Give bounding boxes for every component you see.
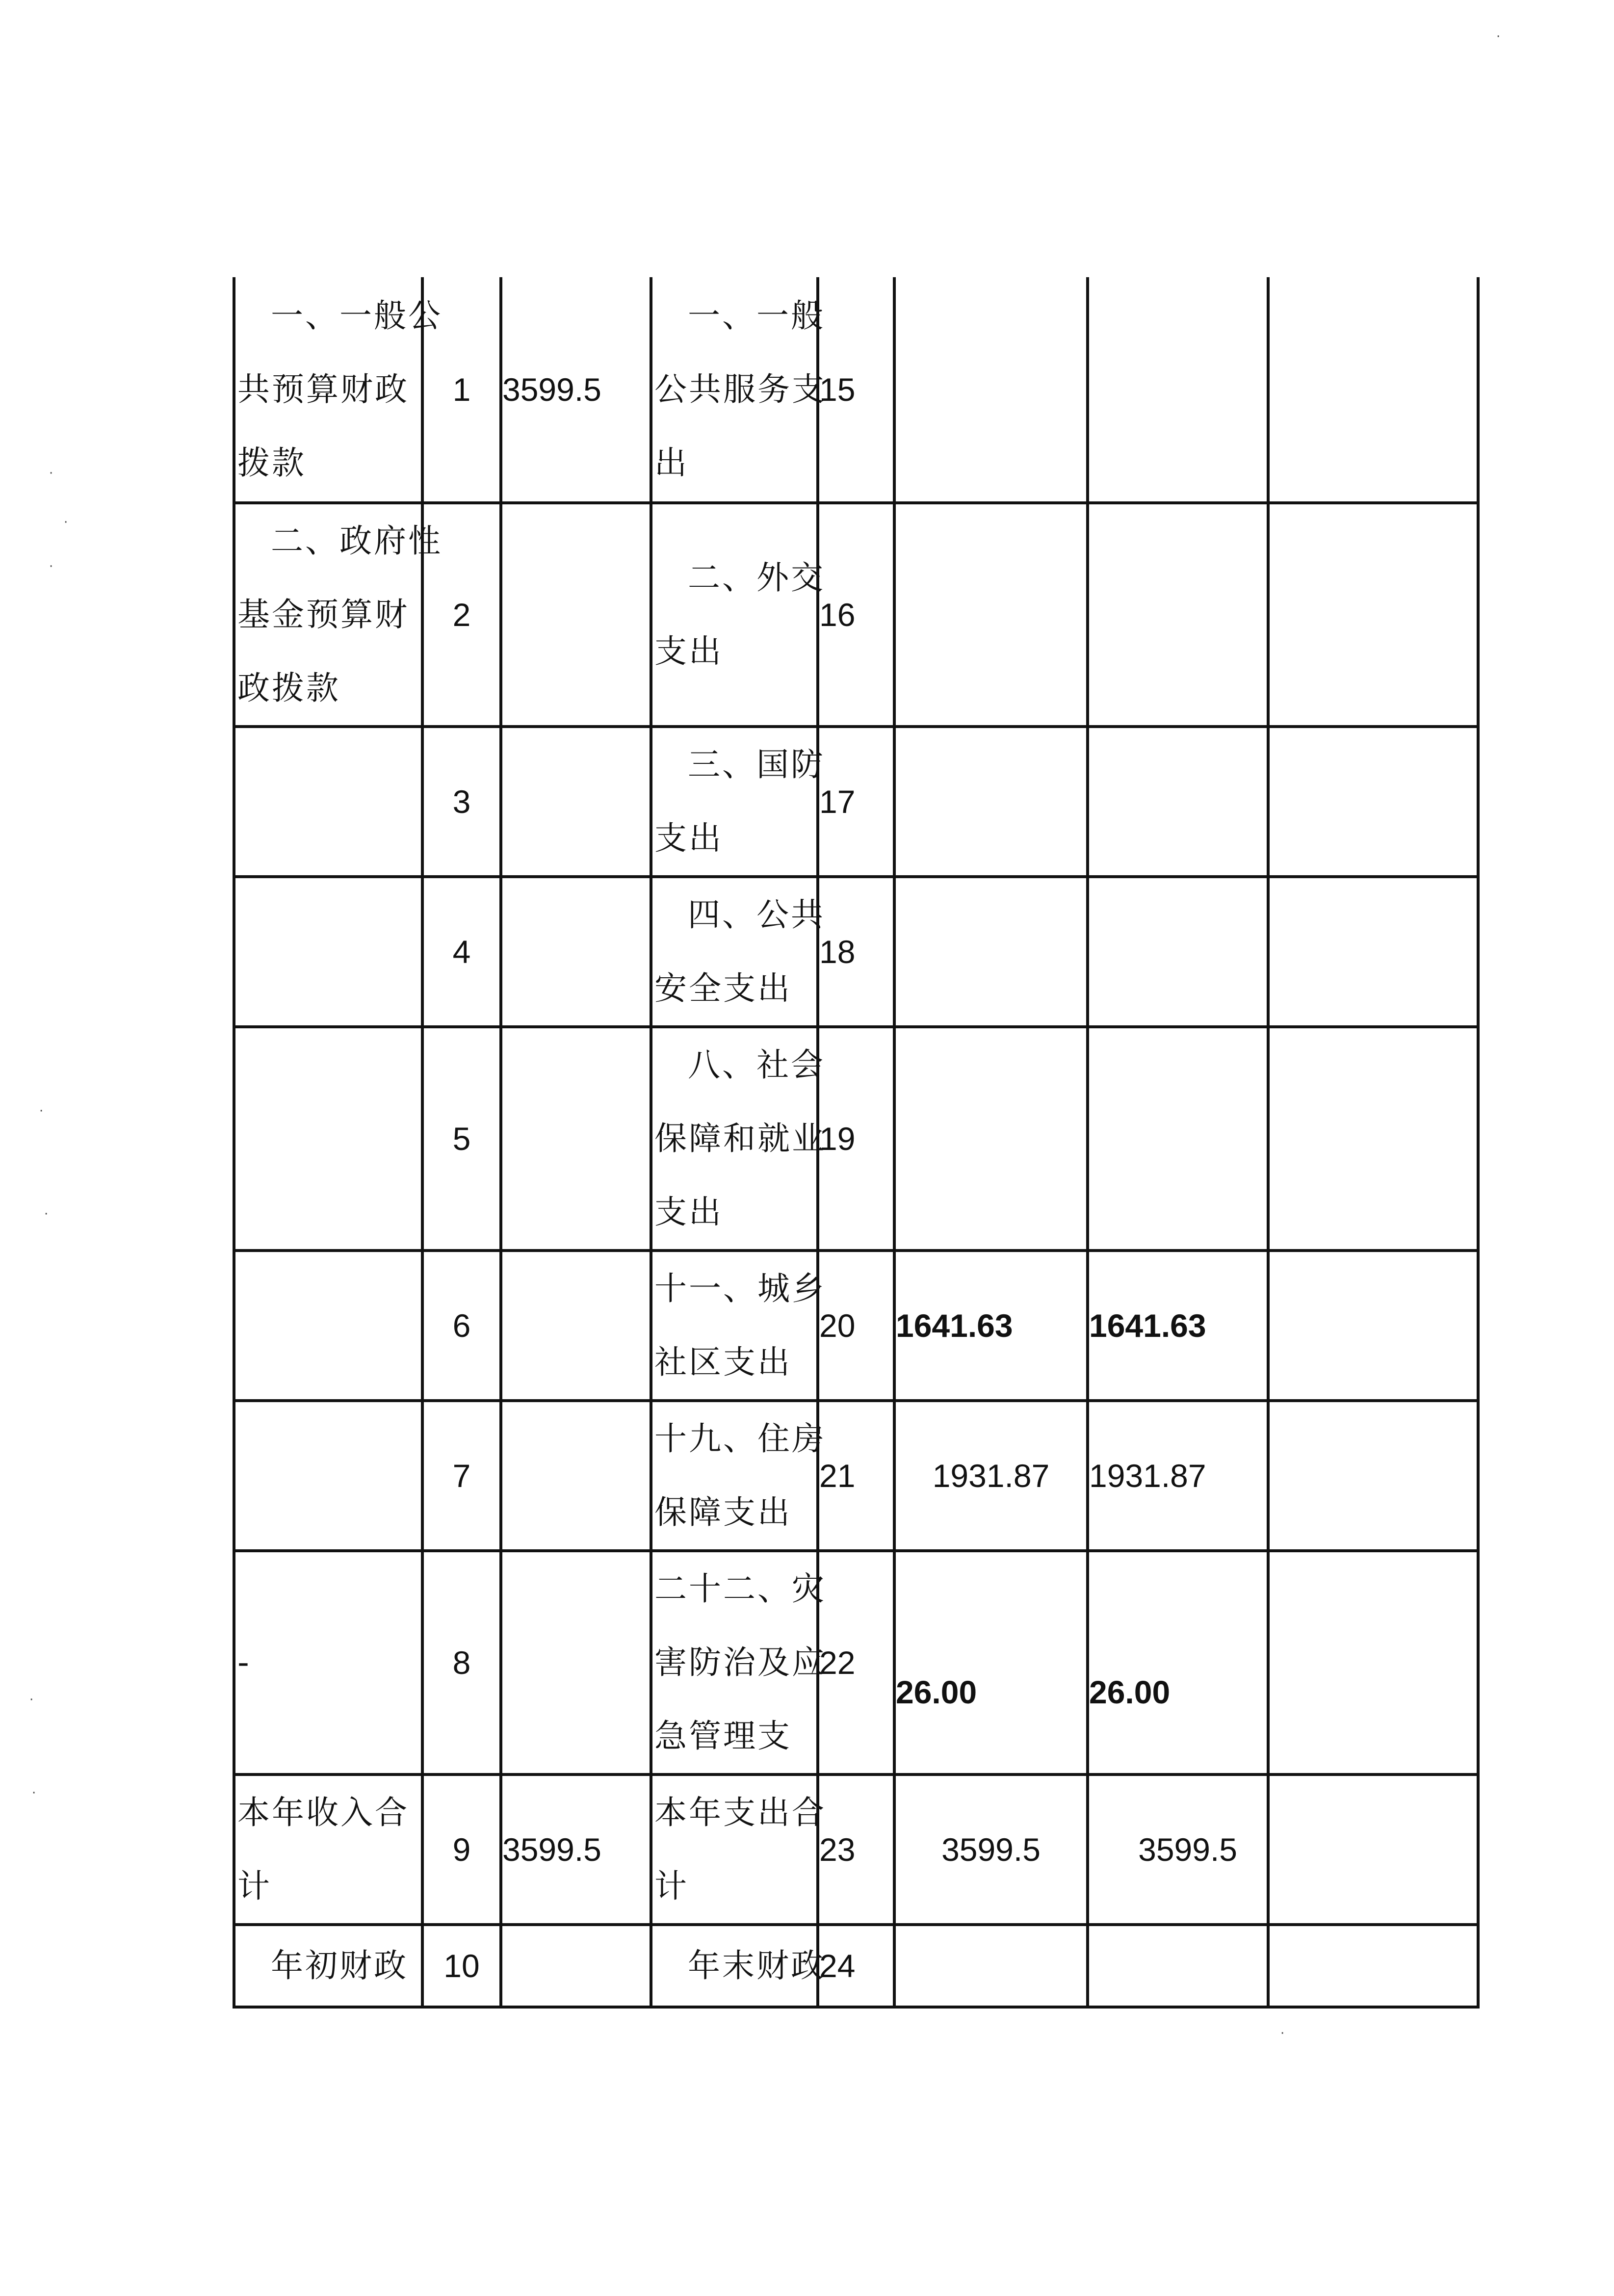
table-row	[234, 1027, 1478, 1251]
income-line-number: 1	[422, 277, 501, 503]
label-line: 拨款	[237, 444, 306, 482]
expense-item-cell	[651, 277, 826, 503]
label-line: 计	[654, 1867, 689, 1905]
expense-line-number: 15	[818, 277, 894, 503]
income-amount	[501, 1251, 651, 1401]
income-item-cell	[234, 877, 422, 1027]
label-line: 支出	[654, 632, 723, 670]
income-item-cell	[234, 1774, 422, 1925]
income-item-cell	[234, 1027, 422, 1251]
income-item-cell	[234, 727, 422, 877]
budget-amount	[894, 503, 1088, 727]
expense-item-cell	[651, 503, 825, 727]
expense-item-cell	[651, 1027, 826, 1251]
table-row	[234, 1251, 1478, 1401]
table-row	[234, 1925, 1478, 2007]
income-line-number: 2	[422, 503, 501, 727]
income-item-cell	[234, 503, 443, 727]
table-row	[234, 1551, 1478, 1774]
scan-speck: ·	[64, 515, 68, 530]
budget-amount: 3599.5	[894, 1774, 1088, 1925]
label-line: 十一、城乡	[654, 1270, 826, 1307]
label-line: 二十二、灾	[654, 1570, 826, 1608]
income-expense-table	[233, 277, 1480, 2009]
income-item-cell	[234, 1925, 422, 2007]
expense-item-cell	[651, 727, 825, 877]
budget-amount: 1641.63	[894, 1251, 1088, 1401]
expense-line-number: 22	[818, 1551, 894, 1774]
subtotal-amount	[1088, 277, 1268, 503]
label-line: 急管理支	[654, 1717, 792, 1755]
scan-speck: ·	[49, 466, 53, 481]
subtotal-amount: 3599.5	[1088, 1774, 1268, 1925]
table-row	[234, 727, 1478, 877]
expense-line-number: 19	[818, 1027, 894, 1251]
other-amount	[1268, 1551, 1478, 1774]
label-line: 支出	[654, 1193, 723, 1231]
label-line: 三、国防	[688, 746, 825, 783]
other-amount	[1268, 1401, 1478, 1551]
expense-line-number: 23	[818, 1774, 894, 1925]
other-amount	[1268, 503, 1478, 727]
other-amount	[1268, 277, 1478, 503]
label-line: 四、公共	[688, 896, 825, 934]
label-line: 安全支出	[654, 969, 792, 1007]
expense-line-number: 18	[818, 877, 894, 1027]
label-line: 二、外交	[688, 559, 825, 597]
label-line: 基金预算财	[237, 596, 409, 633]
income-item-cell	[234, 1251, 422, 1401]
income-line-number: 7	[422, 1401, 501, 1551]
income-amount: 3599.5	[501, 1774, 651, 1925]
budget-amount: 26.00	[894, 1551, 1088, 1774]
budget-amount	[894, 877, 1088, 1027]
subtotal-amount: 1931.87	[1088, 1401, 1268, 1551]
subtotal-amount: 1641.63	[1088, 1251, 1268, 1401]
scan-speck: ·	[29, 1693, 34, 1707]
table-row	[234, 1401, 1478, 1551]
scan-speck: ·	[39, 1104, 44, 1119]
other-amount	[1268, 727, 1478, 877]
income-line-number: 4	[422, 877, 501, 1027]
label-line: 保障和就业	[654, 1120, 826, 1157]
subtotal-amount	[1088, 1027, 1268, 1251]
scan-speck: ·	[49, 559, 53, 574]
label-line: 支出	[654, 819, 723, 857]
label-line: 害防治及应	[654, 1644, 826, 1681]
label-line: 共预算财政	[237, 370, 409, 408]
label-line: 计	[237, 1867, 272, 1905]
expense-line-number: 20	[818, 1251, 894, 1401]
table-row	[234, 277, 1478, 503]
expense-item-cell	[651, 1251, 826, 1401]
table-row	[234, 1774, 1478, 1925]
budget-amount	[894, 1925, 1088, 2007]
label-line: 保障支出	[654, 1493, 792, 1531]
table-body	[234, 277, 1478, 2007]
budget-amount	[894, 1027, 1088, 1251]
income-line-number: 5	[422, 1027, 501, 1251]
label-line: -	[237, 1644, 251, 1681]
label-line: 年初财政	[271, 1947, 408, 1984]
expense-item-cell	[651, 1551, 826, 1774]
income-item-cell	[234, 277, 443, 503]
label-line: 二、政府性	[271, 522, 443, 560]
label-line: 八、社会	[688, 1046, 825, 1084]
scan-speck: ·	[44, 1207, 49, 1222]
income-item-cell	[234, 1401, 422, 1551]
income-line-number: 9	[422, 1774, 501, 1925]
label-line: 一、一般公	[271, 296, 443, 335]
other-amount	[1268, 1251, 1478, 1401]
income-amount: 3599.5	[501, 277, 651, 503]
income-amount	[501, 877, 651, 1027]
label-line: 本年支出合	[654, 1794, 826, 1831]
income-amount	[501, 503, 651, 727]
income-line-number: 10	[422, 1925, 501, 2007]
other-amount	[1268, 1027, 1478, 1251]
label-line: 十九、住房	[654, 1420, 826, 1458]
expense-line-number: 16	[818, 503, 894, 727]
scan-speck: ·	[32, 1786, 36, 1800]
expense-line-number: 21	[818, 1401, 894, 1551]
label-line: 年末财政	[688, 1947, 825, 1984]
label-line: 本年收入合	[237, 1794, 409, 1831]
income-line-number: 6	[422, 1251, 501, 1401]
expense-line-number: 17	[818, 727, 894, 877]
label-line: 政拨款	[237, 669, 340, 707]
expense-item-cell	[651, 1401, 826, 1551]
other-amount	[1268, 1774, 1478, 1925]
label-line: 公共服务支	[654, 370, 826, 408]
expense-item-cell	[651, 877, 825, 1027]
income-line-number: 3	[422, 727, 501, 877]
income-amount	[501, 1401, 651, 1551]
budget-amount	[894, 277, 1088, 503]
label-line: 出	[654, 444, 689, 482]
budget-amount	[894, 727, 1088, 877]
expense-item-cell	[651, 1774, 826, 1925]
scan-speck: ·	[1496, 29, 1501, 44]
subtotal-amount	[1088, 877, 1268, 1027]
label-line: 社区支出	[654, 1343, 792, 1381]
expense-line-number: 24	[818, 1925, 894, 2007]
income-amount	[501, 1925, 651, 2007]
subtotal-amount	[1088, 503, 1268, 727]
scan-speck: ·	[1280, 2026, 1285, 2041]
income-amount	[501, 1027, 651, 1251]
income-amount	[501, 727, 651, 877]
other-amount	[1268, 1925, 1478, 2007]
table-row	[234, 877, 1478, 1027]
income-line-number: 8	[422, 1551, 501, 1774]
budget-amount: 1931.87	[894, 1401, 1088, 1551]
income-amount	[501, 1551, 651, 1774]
subtotal-amount	[1088, 1925, 1268, 2007]
subtotal-amount: 26.00	[1088, 1551, 1268, 1774]
other-amount	[1268, 877, 1478, 1027]
expense-item-cell	[651, 1925, 825, 2007]
label-line: 一、一般	[688, 296, 825, 335]
subtotal-amount	[1088, 727, 1268, 877]
table-row	[234, 503, 1478, 727]
income-item-cell	[234, 1551, 422, 1774]
